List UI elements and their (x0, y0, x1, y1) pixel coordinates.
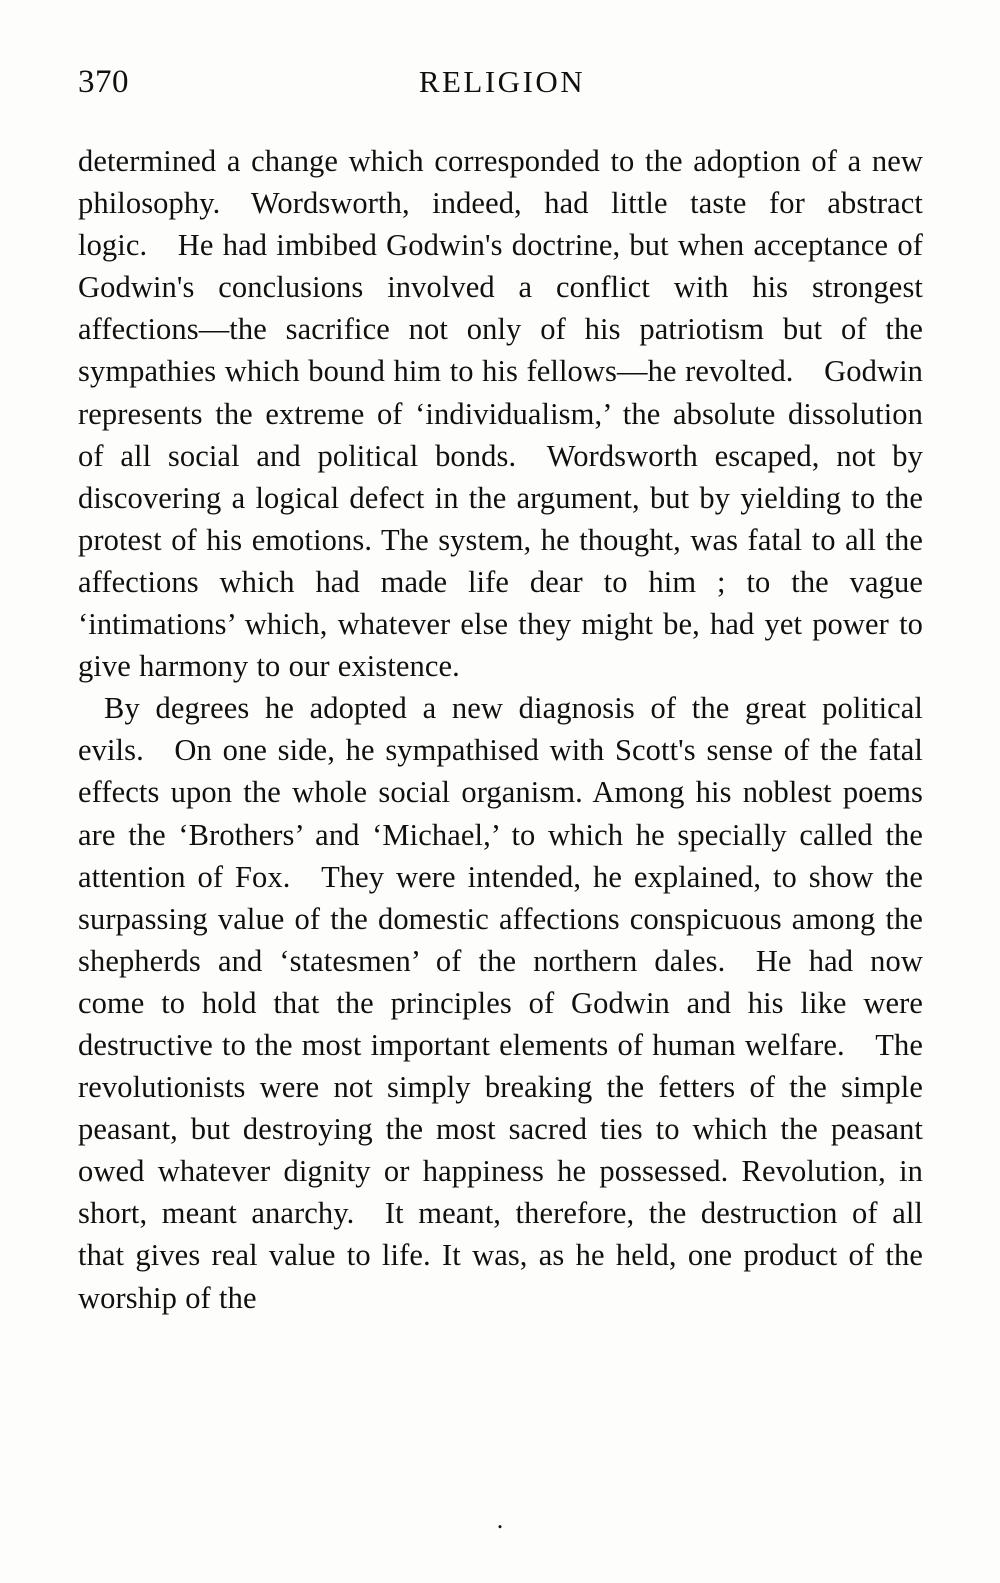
paragraph: By degrees he adopted a new diagnosis of the great political evils. On one side, he sympathised with Scott's sense of the fatal effects upon the whole social organism. Among his noblest poems are the ‘Brothers’ and ‘Michael,’ to which he specially called the attention of Fox. They were intended, he explained, to show the surpassing value of the domestic affections conspicuous among the shepherds and ‘statesmen’ of the northern dales. He had now come to hold that the principles of Godwin and his like were destructive to the most important elements of human welfare. The revolutionists were not simply breaking the fetters of the simple peasant, but destroying the most sacred ties to which the peasant owed whatever dignity or happiness he possessed. Revolution, in short, meant anarchy. It meant, therefore, the destruction of all that gives real value to life. It was, as he held, one product of the worship of the (78, 691, 923, 1315)
running-head: RELIGION (418, 64, 586, 99)
page-header (78, 62, 922, 106)
footer-mark: . (496, 1505, 504, 1534)
body-text (78, 140, 923, 1319)
page-number: 370 (78, 64, 129, 100)
paragraph: determined a change which corresponded to the adoption of a new philosophy. Wordsworth, indeed, had little taste for abstract logic. He had imbibed Godwin's doctrine, but when acceptance of Godwin's conclusions involved a conflict with his strongest affections—the sacrifice not only of his patriotism but of the sympathies which bound him to his fellows—he revolted. Godwin represents the extreme of ‘individualism,’ the absolute dissolution of all social and political bonds. Wordsworth escaped, not by discovering a logical defect in the argument, but by yielding to the protest of his emotions. The system, he thought, was fatal to all the affections which had made life dear to him ; to the vague ‘intimations’ which, whatever else they might be, had yet power to give harmony to our existence. (78, 144, 923, 684)
